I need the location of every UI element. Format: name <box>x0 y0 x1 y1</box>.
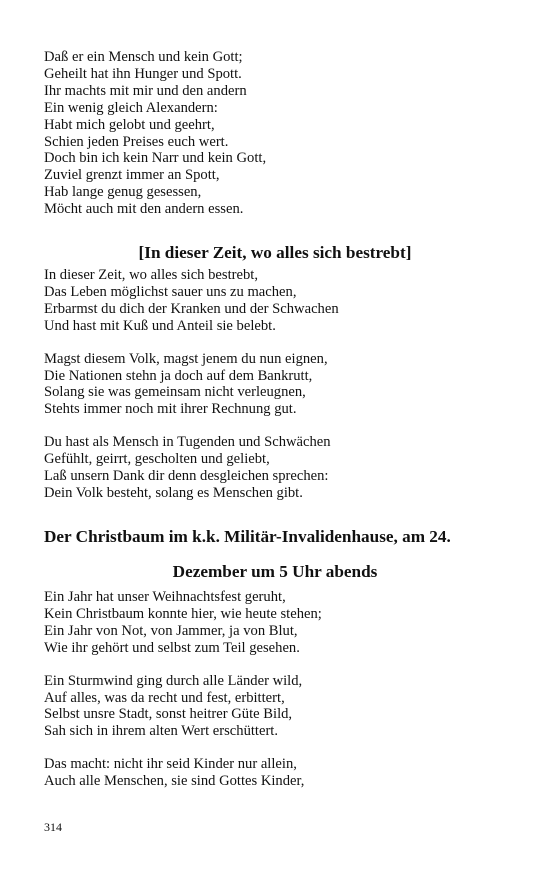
poem-body <box>44 267 514 518</box>
poem-title-line-2: Dezember um 5 Uhr abends <box>172 562 378 581</box>
verse-line: Zuviel grenzt immer an Spott, <box>44 167 220 184</box>
verse-line: In dieser Zeit, wo alles sich bestrebt, <box>44 267 258 283</box>
verse-line: Schien jeden Preises euch wert. <box>44 133 229 150</box>
verse-line: Ein Jahr hat unser Weihnachtsfest geruht, <box>44 589 286 605</box>
verse-line: Möcht auch mit den andern essen. <box>44 201 244 218</box>
verse-line: Magst diesem Volk, magst jenem du nun eignen, <box>44 350 328 367</box>
verse-line: Du hast als Mensch in Tugenden und Schwächen <box>44 434 331 451</box>
verse-line: Daß er ein Mensch und kein Gott; <box>44 49 243 65</box>
verse-line: Kein Christbaum konnte hier, wie heute stehen; <box>44 605 322 622</box>
poem-title-line-1: Der Christbaum im k.k. Militär-Invalidenhause, am 24. <box>44 527 451 546</box>
verse-line: Stehts immer noch mit ihrer Rechnung gut. <box>44 401 297 418</box>
verse-line: Sah sich in ihrem alten Wert erschüttert. <box>44 723 279 740</box>
verse-line: Hab lange genug gesessen, <box>44 184 202 201</box>
verse-line: Ihr machts mit mir und den andern <box>44 82 247 99</box>
verse-line: Die Nationen stehn ja doch auf dem Bankrutt, <box>44 367 313 384</box>
verse-line: Und hast mit Kuß und Anteil sie belebt. <box>44 317 276 334</box>
verse-line: Doch bin ich kein Narr und kein Gott, <box>44 150 267 167</box>
stanza <box>44 267 514 335</box>
verse-line: Ein Sturmwind ging durch alle Länder wild, <box>44 672 303 689</box>
stanza <box>44 49 514 218</box>
verse-line: Selbst unsre Stadt, sonst heitrer Güte Bild, <box>44 706 293 723</box>
verse-line: Dein Volk besteht, solang es Menschen gibt. <box>44 484 303 501</box>
stanza <box>44 756 514 790</box>
stanza <box>44 351 514 419</box>
verse-line: Das Leben möglichst sauer uns zu machen, <box>44 283 297 300</box>
verse-line: Ein wenig gleich Alexandern: <box>44 99 218 116</box>
stanza <box>44 673 514 741</box>
stanza <box>44 589 514 657</box>
verse-line: Solang sie was gemeinsam nicht verleugnen, <box>44 384 306 401</box>
poem-continuation <box>44 49 514 234</box>
stanza <box>44 434 514 502</box>
poem-title: [In dieser Zeit, wo alles sich bestrebt] <box>138 243 412 262</box>
verse-line: Habt mich gelobt und geehrt, <box>44 116 215 133</box>
verse-line: Ein Jahr von Not, von Jammer, ja von Blut, <box>44 622 298 639</box>
verse-line: Geheilt hat ihn Hunger und Spott. <box>44 65 242 82</box>
verse-line: Gefühlt, geirrt, gescholten und geliebt, <box>44 451 270 468</box>
page-number: 314 <box>44 820 62 834</box>
verse-line: Wie ihr gehört und selbst zum Teil gesehen. <box>44 639 300 656</box>
verse-line: Auch alle Menschen, sie sind Gottes Kinder, <box>44 773 305 790</box>
verse-line: Das macht: nicht ihr seid Kinder nur allein, <box>44 756 297 773</box>
verse-line: Laß unsern Dank dir denn desgleichen sprechen: <box>44 468 329 485</box>
verse-line: Auf alles, was da recht und fest, erbittert, <box>44 689 285 706</box>
poem-body <box>44 589 514 806</box>
verse-line: Erbarmst du dich der Kranken und der Schwachen <box>44 300 339 317</box>
